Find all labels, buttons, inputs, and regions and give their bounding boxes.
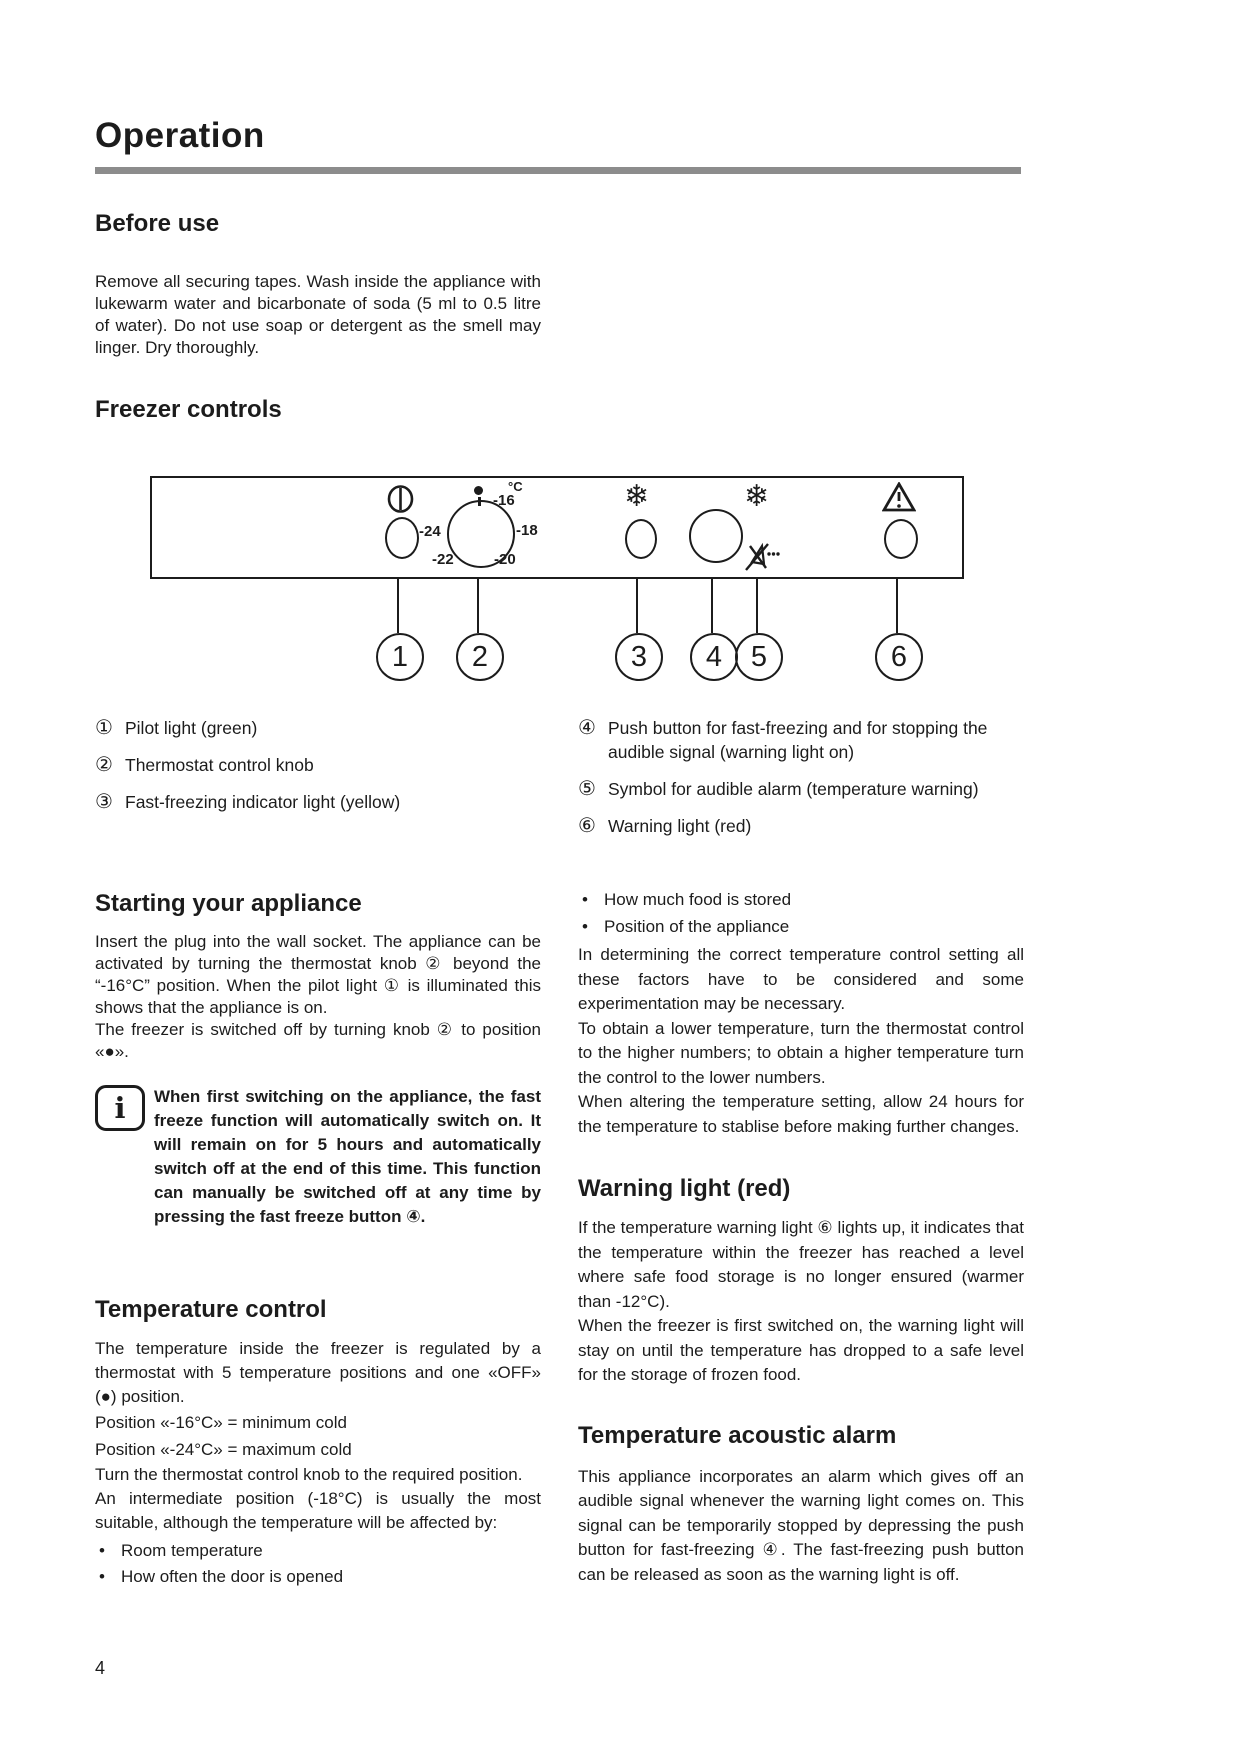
factor-appliance-position: • Position of the appliance xyxy=(578,913,1024,940)
legend-item-3 xyxy=(95,790,545,814)
dial-label-24: -24 xyxy=(419,523,441,540)
starting-heading: Starting your appliance xyxy=(95,890,362,917)
info-note-text: When first switching on the appliance, the fast freeze function will automatically switch on. It will remain on for 5 hours and automatically switch off at the end of this time. This function can manually be switched off at any time by pressing the fast freeze button ④. xyxy=(154,1087,541,1226)
legend-num-6: ⑥ xyxy=(578,815,596,837)
starting-p2: The freezer is switched off by turning knob ② to position «●». xyxy=(95,1020,541,1061)
legend-label-5: Symbol for audible alarm (temperature warning) xyxy=(608,779,979,799)
dial-label-22: -22 xyxy=(432,551,454,568)
callout-5: 5 xyxy=(735,633,783,681)
fast-freeze-icon: ❄ xyxy=(624,480,650,513)
acoustic-alarm-heading: Temperature acoustic alarm xyxy=(578,1421,897,1449)
temperature-control-heading: Temperature control xyxy=(95,1296,327,1323)
legend-item-1 xyxy=(95,716,545,740)
page-title: Operation xyxy=(95,116,265,155)
legend-right xyxy=(578,716,1024,851)
warning-light-p1: If the temperature warning light ⑥ lights up, it indicates that the temperature within the freezer has reached a level where safe food storage is no longer ensured (warmer than -12°C). xyxy=(578,1218,1024,1311)
callout-2: 2 xyxy=(456,633,504,681)
legend-num-4: ④ xyxy=(578,717,596,739)
temp-intermediate: An intermediate position (-18°C) is usually the most suitable, although the temperature will be affected by: xyxy=(95,1489,541,1532)
callout-line-6 xyxy=(896,577,898,633)
alarm-off-icon xyxy=(738,538,780,574)
legend-item-4 xyxy=(578,716,1024,764)
control-panel-diagram xyxy=(150,476,964,579)
legend-left xyxy=(95,716,545,827)
position-min: Position «-16°C» = minimum cold xyxy=(95,1413,347,1432)
factor-door-opened: • How often the door is opened xyxy=(95,1564,541,1590)
fast-freeze-push-button xyxy=(689,509,743,563)
warning-icon xyxy=(882,482,916,512)
legend-label-1: Pilot light (green) xyxy=(125,718,258,738)
dial-label-20: -20 xyxy=(494,551,516,568)
header xyxy=(95,116,1021,174)
factor-food-stored: • How much food is stored xyxy=(578,886,1024,913)
callout-3: 3 xyxy=(615,633,663,681)
warning-light-p2: When the freezer is first switched on, the warning light will stay on until the temperature has dropped to a safe level for the storage of frozen food. xyxy=(578,1316,1024,1384)
right-column xyxy=(578,886,1024,1587)
section-starting xyxy=(95,890,541,1229)
legend-item-6 xyxy=(578,814,1024,838)
info-note xyxy=(95,1085,541,1229)
callout-line-2 xyxy=(477,577,479,633)
position-max: Position «-24°C» = maximum cold xyxy=(95,1440,352,1459)
callout-line-1 xyxy=(397,577,399,633)
dial-label-18: -18 xyxy=(516,522,538,539)
starting-p1: Insert the plug into the wall socket. The appliance can be activated by turning the thermostat knob ② beyond the “-16°C” position. When the pilot light ① is illuminated this shows that the appliance is on. xyxy=(95,932,541,1017)
legend-label-4: Push button for fast-freezing and for stopping the audible signal (warning light on) xyxy=(608,718,988,762)
legend-item-2 xyxy=(95,753,545,777)
callout-4: 4 xyxy=(690,633,738,681)
info-icon: i xyxy=(95,1085,145,1131)
knob-pointer-tick xyxy=(478,497,481,506)
acoustic-alarm-body: This appliance incorporates an alarm which gives off an audible signal whenever the warning light comes on. This signal can be temporarily stopped by depressing the push button for fast-freezing ④. The fast-freezing push button can be released as soon as the warning light is off. xyxy=(578,1466,1024,1584)
before-use-body: Remove all securing tapes. Wash inside the appliance with lukewarm water and bicarbonate of soda (5 ml to 0.5 litre of water). Do not use soap or detergent as the smell may linger. Dry thoroughly. xyxy=(95,272,541,357)
legend-label-3: Fast-freezing indicator light (yellow) xyxy=(125,792,401,812)
knob-off-position-dot xyxy=(474,486,483,495)
thermostat-knob xyxy=(447,500,515,568)
warning-light xyxy=(884,519,918,559)
warning-light-heading: Warning light (red) xyxy=(578,1175,791,1202)
legend-label-2: Thermostat control knob xyxy=(125,755,314,775)
legend-num-3: ③ xyxy=(95,791,113,813)
temp-obtain: To obtain a lower temperature, turn the thermostat control to the higher numbers; to obtain a higher temperature turn the control to the lower numbers. xyxy=(578,1018,1024,1087)
fast-freeze-indicator-light xyxy=(625,519,657,559)
factor-room-temperature: • Room temperature xyxy=(95,1538,541,1564)
callout-line-4 xyxy=(711,577,713,633)
temp-turn: Turn the thermostat control knob to the required position. xyxy=(95,1465,523,1484)
fast-freeze-button-icon: ❄ xyxy=(744,480,770,513)
temp-intro: The temperature inside the freezer is regulated by a thermostat with 5 temperature positions and one «OFF» (●) position. xyxy=(95,1339,541,1406)
temp-factors-left xyxy=(95,1538,541,1590)
temp-factors-right xyxy=(578,886,1024,940)
freezer-controls-heading: Freezer controls xyxy=(95,396,282,423)
section-before-use xyxy=(95,210,541,359)
dial-unit: °C xyxy=(508,479,523,494)
dial-label-16: -16 xyxy=(493,492,515,509)
pilot-light xyxy=(385,517,419,559)
callout-line-3 xyxy=(636,577,638,633)
power-icon xyxy=(387,485,414,513)
callout-1: 1 xyxy=(376,633,424,681)
temp-determining: In determining the correct temperature control setting all these factors have to be considered and some experimentation may be necessary. xyxy=(578,945,1024,1013)
legend-num-5: ⑤ xyxy=(578,778,596,800)
callout-line-5 xyxy=(756,577,758,633)
legend-item-5 xyxy=(578,777,1024,801)
before-use-heading: Before use xyxy=(95,210,220,237)
section-temperature-control xyxy=(95,1296,541,1590)
title-rule xyxy=(95,167,1021,174)
legend-label-6: Warning light (red) xyxy=(608,816,752,836)
page-number: 4 xyxy=(95,1658,106,1678)
callout-6: 6 xyxy=(875,633,923,681)
legend-num-1: ① xyxy=(95,717,113,739)
legend-num-2: ② xyxy=(95,754,113,776)
temp-altering: When altering the temperature setting, allow 24 hours for the temperature to stablise before making further changes. xyxy=(578,1092,1024,1136)
